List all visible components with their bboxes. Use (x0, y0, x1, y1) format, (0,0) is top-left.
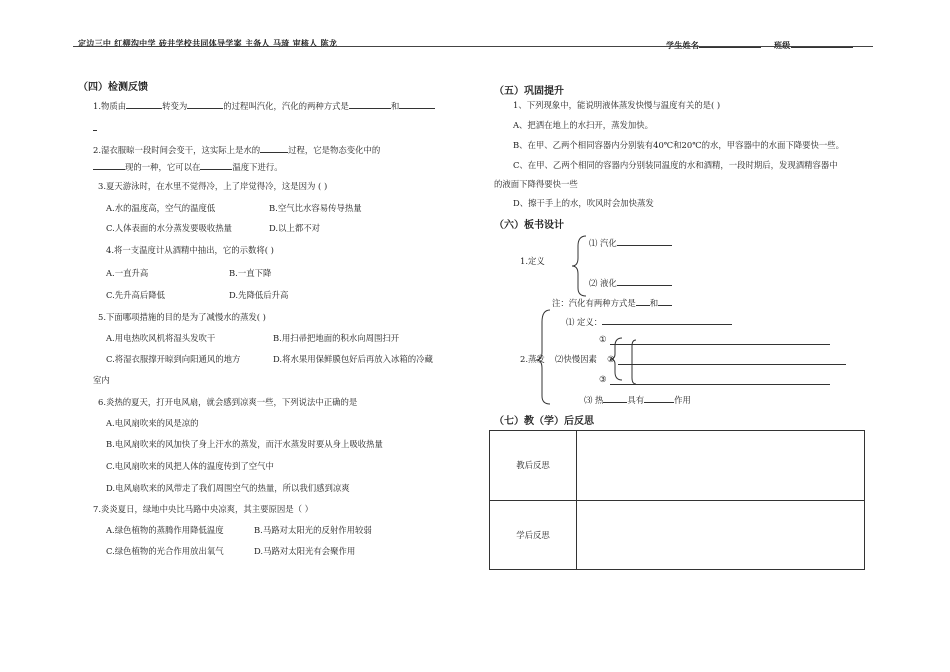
q3-option-c[interactable]: C.人体表面的水分蒸发要吸收热量 (106, 223, 233, 233)
note-text-and: 和 (649, 298, 659, 308)
table-row (490, 431, 865, 501)
teacher-reflection-label: 教后反思 (490, 431, 577, 501)
factor-lines-brace (632, 340, 636, 384)
s5-option-d[interactable]: D、擦干手上的水，吹风时会加快蒸发 (513, 198, 654, 208)
board-factor-2: ② (607, 354, 615, 364)
q7-stem: 7.炎炎夏日，绿地中央比马路中央凉爽，其主要原因是（ ） (93, 504, 314, 514)
board-definition-label: 1.定义 (520, 256, 545, 266)
q6-option-a[interactable]: A.电风扇吹来的风是凉的 (106, 418, 199, 428)
section-4-title: （四）检测反馈 (78, 82, 148, 93)
table-row (490, 500, 865, 570)
q3-stem: 3.夏天游泳时，在水里不觉得冷，上了岸觉得冷，这是因为 ( ) (98, 181, 328, 191)
board-evaporation-definition (566, 315, 732, 328)
q1 (93, 99, 435, 112)
q2-blank-2[interactable] (93, 160, 125, 170)
student-name-text: 学生姓名 (666, 40, 700, 50)
q3-option-b[interactable]: B.空气比水容易传导热量 (269, 203, 362, 213)
teacher-reflection-cell[interactable] (577, 431, 865, 501)
q4-stem: 4.将一支温度计从酒精中抽出，它的示数将( ) (106, 245, 274, 255)
heat-blank[interactable] (644, 393, 674, 403)
q4-option-b[interactable]: B.一直下降 (229, 268, 272, 278)
q3-option-d[interactable]: D.以上都不对 (269, 223, 320, 233)
q6-stem: 6.炎热的夏天，打开电风扇，就会感到凉爽一些，下列说法中正确的是 (98, 397, 358, 407)
s5-option-c-continued: 的液面下降得要快一些 (494, 179, 578, 189)
q2-cont (93, 160, 283, 173)
q2-text-b: 过程，它是物态变化中的 (288, 145, 381, 155)
q5-option-d[interactable]: D.将水果用保鲜膜包好后再放入冰箱的冷藏 (273, 354, 433, 364)
student-reflection-cell[interactable] (577, 500, 865, 570)
q1-blank-2[interactable] (187, 99, 223, 109)
q6-option-d[interactable]: D.电风扇吹来的风带走了我们周围空气的热量，所以我们感到凉爽 (106, 483, 350, 493)
vaporization-text: ⑴ 汽化 (589, 238, 617, 248)
q1-trailing-mark (93, 130, 97, 131)
q1-blank-4[interactable] (399, 99, 435, 109)
board-evaporation-label: 2.蒸发 (520, 354, 545, 364)
q3-option-a[interactable]: A.水的温度高，空气的温度低 (106, 203, 216, 213)
class-text: 班级 (774, 40, 791, 50)
section-6-title: （六）板书设计 (494, 220, 564, 231)
q2-text-a: 2.湿衣服晾一段时间会变干，这实际上是水的 (93, 145, 261, 155)
q7-option-c[interactable]: C.绿色植物的光合作用放出氧气 (106, 546, 224, 556)
q5-option-c[interactable]: C.将湿衣服撑开晾到向阳通风的地方 (106, 354, 241, 364)
q2-blank-3[interactable] (200, 160, 232, 170)
student-name-label (666, 38, 761, 51)
note-blank-1[interactable] (636, 296, 650, 306)
q2 (93, 143, 380, 156)
factor-2-line[interactable] (618, 364, 846, 365)
q7-option-b[interactable]: B.马路对太阳光的反射作用较弱 (254, 525, 372, 535)
q2-text-d: 温度下进行。 (232, 162, 283, 172)
s5-option-a[interactable]: A、把洒在地上的水扫开，蒸发加快。 (513, 120, 654, 130)
q1-text-b: 转变为 (162, 101, 188, 111)
q1-blank-1[interactable] (126, 99, 162, 109)
board-factor-3: ③ (599, 374, 607, 384)
q5-option-d-continued: 室内 (93, 375, 110, 385)
heat-text-a: ⑶ 热 (584, 395, 604, 405)
q1-text-a: 1.物质由 (93, 101, 127, 111)
q1-text-c: 的过程叫汽化，汽化的两种方式是 (223, 101, 349, 111)
header-school-line: 定边三中 红柳沟中学 砖井学校共同体导学案 主备人 马琦 审核人 陈龙 (78, 38, 338, 48)
q2-blank-1[interactable] (260, 143, 288, 153)
board-factor-1: ① (599, 334, 607, 344)
q6-option-c[interactable]: C.电风扇吹来的风把人体的温度传到了空气中 (106, 461, 274, 471)
section-7-title: （七）教（学）后反思 (494, 416, 594, 427)
heat-text-c: 作用 (674, 395, 691, 405)
liquefaction-blank[interactable] (617, 276, 672, 286)
s5-option-c[interactable]: C、在甲、乙两个相同的容器内分别装同温度的水和酒精，一段时期后，发现酒精容器中 (513, 160, 838, 170)
q5-option-b[interactable]: B.用扫帚把地面的积水向周围扫开 (273, 333, 400, 343)
board-vaporization (589, 236, 672, 249)
board-heat (584, 393, 691, 406)
heat-dash (603, 397, 627, 403)
student-reflection-label: 学后反思 (490, 500, 577, 570)
header-rule (73, 46, 873, 47)
factor-3-line[interactable] (610, 384, 830, 385)
evap-def-blank[interactable] (602, 315, 732, 325)
s5-q1-stem: 1、下列现象中，能说明液体蒸发快慢与温度有关的是( ) (513, 100, 721, 110)
q4-option-c[interactable]: C.先升高后降低 (106, 290, 166, 300)
q1-blank-3[interactable] (349, 99, 391, 109)
q5-stem: 5.下面哪项措施的目的是为了减慢水的蒸发( ) (98, 312, 266, 322)
definition-brace (572, 236, 586, 296)
vaporization-blank[interactable] (617, 236, 672, 246)
evap-def-text: ⑴ 定义： (566, 317, 603, 327)
board-factors-label: ⑵快慢因素 (555, 354, 597, 364)
heat-text-b: 具有 (627, 395, 645, 405)
note-blank-2[interactable] (658, 296, 672, 306)
q6-option-b[interactable]: B.电风扇吹来的风加快了身上汗水的蒸发，而汗水蒸发时要从身上吸收热量 (106, 439, 383, 449)
board-liquefaction (589, 276, 672, 289)
class-label (774, 38, 853, 51)
factor-1-line[interactable] (610, 344, 830, 345)
q2-text-c: 现的一种，它可以在 (125, 162, 201, 172)
s5-option-b[interactable]: B、在甲、乙两个相同容器内分别装有40℃和20℃的水，甲容器中的水面下降要快一些。 (513, 140, 844, 150)
q1-text-d: 和 (390, 101, 400, 111)
q7-option-d[interactable]: D.马路对太阳光有会聚作用 (254, 546, 356, 556)
q7-option-a[interactable]: A.绿色植物的蒸腾作用降低温度 (106, 525, 224, 535)
note-text-a: 注：汽化有两种方式是 (552, 298, 636, 308)
liquefaction-text: ⑵ 液化 (589, 278, 617, 288)
board-note (552, 296, 672, 309)
q5-option-a[interactable]: A.用电热吹风机将湿头发吹干 (106, 333, 216, 343)
reflection-table (489, 430, 865, 570)
section-5-title: （五）巩固提升 (494, 86, 564, 97)
q4-option-d[interactable]: D.先降低后升高 (229, 290, 289, 300)
q4-option-a[interactable]: A.一直升高 (106, 268, 149, 278)
